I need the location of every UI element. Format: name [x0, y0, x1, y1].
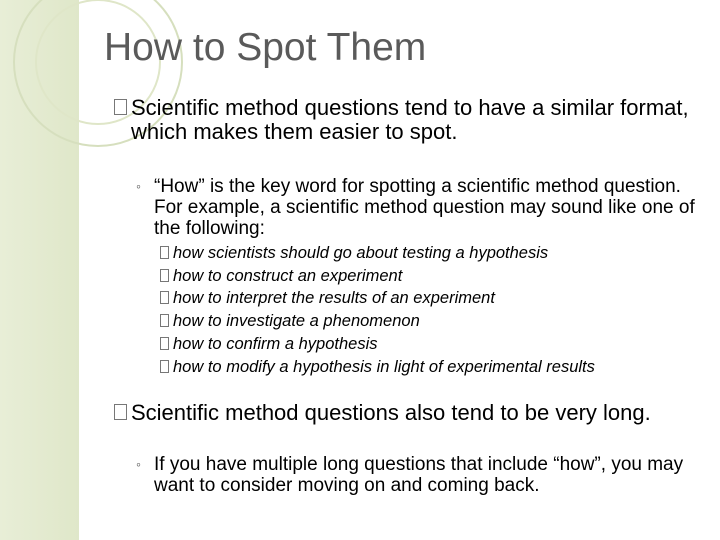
box-bullet-icon: [160, 269, 169, 282]
left-decorative-panel: [0, 0, 79, 540]
list-item: how to interpret the results of an experiment: [160, 287, 680, 310]
box-bullet-icon: [160, 246, 169, 259]
list-item: how scientists should go about testing a hypothesis: [160, 242, 680, 265]
example-question-list: [160, 242, 680, 378]
circle-bullet-icon: ◦: [136, 178, 141, 194]
sub-bullet-text: “How” is the key word for spotting a scientific method question. For example, a scientific method question may sound like one of the following:: [154, 176, 695, 239]
bullet-text: Scientific method questions tend to have a similar format, which makes them easier to spot.: [131, 95, 689, 144]
bullet-text: Scientific method questions also tend to be very long.: [131, 400, 651, 425]
bullet-box-icon: [114, 404, 127, 420]
box-bullet-icon: [160, 360, 169, 373]
slide-title: How to Spot Them: [104, 26, 427, 69]
sub-bullet-text: If you have multiple long questions that include “how”, you may want to consider moving on and coming back.: [154, 454, 684, 496]
circle-bullet-icon: ◦: [136, 456, 141, 472]
box-bullet-icon: [160, 291, 169, 304]
box-bullet-icon: [160, 337, 169, 350]
list-item: how to confirm a hypothesis: [160, 333, 680, 356]
bullet-very-long: [114, 401, 694, 425]
bullet-box-icon: [114, 99, 127, 115]
sub-bullet-how-keyword: [136, 176, 696, 239]
list-item: how to investigate a phenomenon: [160, 310, 680, 333]
bullet-scientific-format: [114, 96, 694, 144]
list-item: how to modify a hypothesis in light of experimental results: [160, 356, 680, 379]
box-bullet-icon: [160, 314, 169, 327]
list-item: how to construct an experiment: [160, 265, 680, 288]
sub-bullet-moving-on: [136, 454, 696, 496]
